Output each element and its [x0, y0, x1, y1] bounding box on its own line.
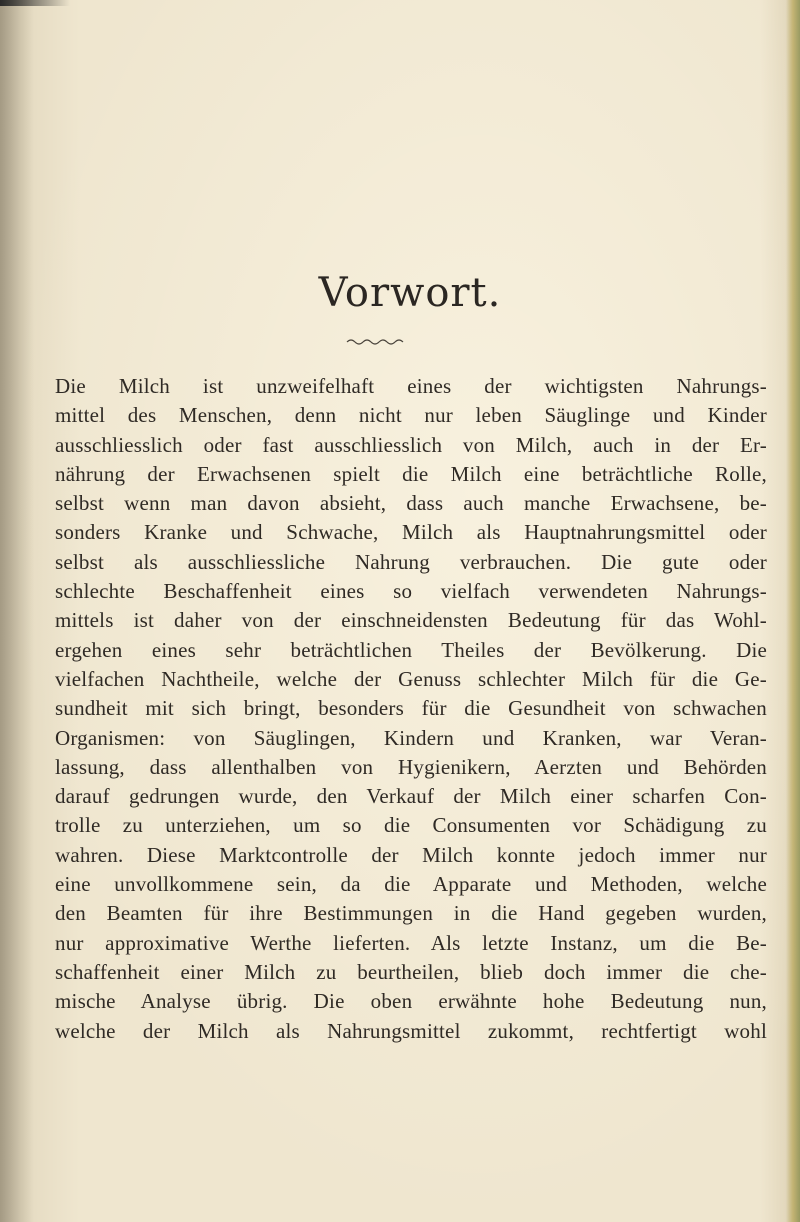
text-line: selbst wenn man davon absieht, dass auch manche Erwachsene, be- — [55, 491, 767, 516]
text-line: ausschliesslich oder fast ausschliesslich von Milch, auch in der Er- — [55, 432, 767, 457]
text-line: vielfachen Nachtheile, welche der Genuss schlechter Milch für die Ge- — [55, 666, 767, 691]
page-title: Vorwort. — [318, 270, 502, 316]
text-line: selbst als ausschliessliche Nahrung verbrauchen. Die gute oder — [55, 549, 767, 574]
corner-mark — [0, 0, 70, 6]
text-line: sonders Kranke und Schwache, Milch als Hauptnahrungsmittel oder — [55, 520, 767, 545]
text-line: trolle zu unterziehen, um so die Consumenten vor Schädigung zu — [55, 813, 767, 838]
title-ornament-icon — [345, 337, 405, 345]
text-line: Organismen: von Säuglingen, Kindern und Kranken, war Veran- — [55, 725, 767, 750]
text-line: ergehen eines sehr beträchtlichen Theiles der Bevölkerung. Die — [55, 637, 767, 662]
text-line: schlechte Beschaffenheit eines so vielfach verwendeten Nahrungs- — [55, 579, 767, 604]
text-line: wahren. Diese Marktcontrolle der Milch konnte jedoch immer nur — [55, 842, 767, 867]
text-line: darauf gedrungen wurde, den Verkauf der Milch einer scharfen Con- — [55, 784, 767, 809]
text-line: nährung der Erwachsenen spielt die Milch eine beträchtliche Rolle, — [55, 461, 767, 486]
text-line: nur approximative Werthe lieferten. Als letzte Instanz, um die Be- — [55, 930, 767, 955]
text-line: den Beamten für ihre Bestimmungen in die Hand gegeben wurden, — [55, 901, 767, 926]
text-line: sundheit mit sich bringt, besonders für die Gesundheit von schwachen — [55, 696, 767, 721]
text-line: mische Analyse übrig. Die oben erwähnte hohe Bedeutung nun, — [55, 989, 767, 1014]
text-line: schaffenheit einer Milch zu beurtheilen, blieb doch immer die che- — [55, 959, 767, 984]
text-line: Die Milch ist unzweifelhaft eines der wichtigsten Nahrungs- — [55, 374, 767, 398]
text-line: mittel des Menschen, denn nicht nur leben Säuglinge und Kinder — [55, 403, 767, 428]
text-line: lassung, dass allenthalben von Hygienikern, Aerzten und Behörden — [55, 754, 767, 779]
binding-shadow — [0, 0, 34, 1222]
page-edge — [786, 0, 800, 1222]
text-line: welche der Milch als Nahrungsmittel zukommt, rechtfertigt wohl — [55, 1018, 767, 1043]
text-line: mittels ist daher von der einschneidensten Bedeutung für das Wohl- — [55, 608, 767, 633]
preface-text — [55, 372, 767, 1046]
text-line: eine unvollkommene sein, da die Apparate und Methoden, welche — [55, 872, 767, 897]
